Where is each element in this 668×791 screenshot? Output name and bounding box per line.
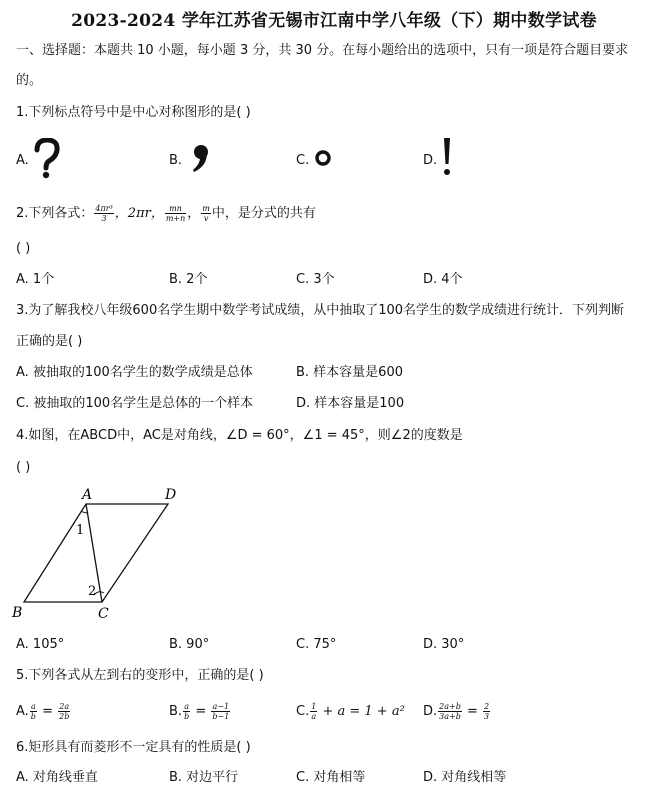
q4-option-a: A. 105° (16, 637, 65, 652)
q1-option-c-label: C. (296, 153, 310, 168)
section-heading-line2: 的。 (16, 73, 43, 88)
q2-stem-suffix: 中，是分式的共有 (211, 206, 316, 221)
q5-option-b: B. $\frac{a}{b}$ = $\frac{a-1}{b-1}$ (169, 702, 230, 721)
q2-sep-1: ，2πr， (114, 206, 164, 221)
q1-option-d-label: D. (423, 153, 438, 168)
q4-option-c: C. 75° (296, 637, 337, 652)
q1-option-a-label: A. (16, 153, 29, 168)
q3-stem-line1: 3.为了解我校八年级600名学生期中数学考试成绩，从中抽取了100名学生的数学成绩进行统计．下列判断 (16, 303, 625, 318)
q2-stem-prefix: 2.下列各式： (16, 206, 94, 221)
q6-option-d: D. 对角线相等 (423, 770, 507, 785)
q3-option-c: C. 被抽取的100名学生是总体的一个样本 (16, 396, 254, 411)
q5-option-d: D. $\frac{2a+b}{3a+b}$ = $\frac{2}{3}$ (423, 702, 490, 721)
q2-fraction-2: $\frac{mn}{m+n}$ (165, 204, 186, 223)
q5-option-a: A. $\frac{a}{b}$ = $\frac{2a}{2b}$ (16, 702, 70, 721)
q1-option-b-label: B. (169, 153, 183, 168)
page-title: 2023-2024 学年江苏省无锡市江南中学八年级（下）期中数学试卷 (71, 11, 597, 31)
angle-2-label: 2 (88, 584, 97, 599)
q6-stem: 6.矩形具有而菱形不一定具有的性质是( ) (16, 740, 251, 755)
q4-option-d: D. 30° (423, 637, 465, 652)
exclamation-symbol (440, 136, 454, 180)
q6-option-c: C. 对角相等 (296, 770, 366, 785)
q6-option-a: A. 对角线垂直 (16, 770, 98, 785)
q4-stem: 4.如图，在ABCD中，AC是对角线，∠D = 60°，∠1 = 45°，则∠2的度数是 (16, 428, 463, 443)
q4-answer-paren: ( ) (16, 460, 31, 475)
vertex-d-label: D (165, 487, 177, 503)
vertex-c-label: C (98, 606, 109, 622)
q2-option-d: D. 4个 (423, 272, 463, 287)
comma-symbol (186, 142, 212, 176)
q2-option-a: A. 1个 (16, 272, 55, 287)
q2-sep-2: ， (187, 206, 201, 221)
q2-fraction-1: $\frac{\text{4πr³}}{3}$ (95, 204, 113, 223)
q3-stem-line2: 正确的是( ) (16, 334, 83, 349)
q2-fraction-3: $\frac{m}{v}$ (202, 204, 210, 223)
question-mark-symbol (32, 138, 62, 180)
section-heading-line1: 一、选择题：本题共 10 小题，每小题 3 分，共 30 分。在每小题给出的选项中，只有一项是符合题目要求 (16, 43, 629, 58)
q2-stem (16, 202, 316, 226)
q3-option-b: B. 样本容量是600 (296, 365, 403, 380)
q6-option-b: B. 对边平行 (169, 770, 239, 785)
q3-option-d: D. 样本容量是100 (296, 396, 405, 411)
q2-option-b: B. 2个 (169, 272, 208, 287)
period-circle-symbol (312, 148, 334, 168)
q2-answer-paren: ( ) (16, 241, 31, 256)
angle-1-label: 1 (76, 523, 85, 538)
vertex-a-label: A (82, 487, 93, 503)
q5-stem: 5.下列各式从左到右的变形中，正确的是( ) (16, 668, 264, 683)
q1-stem: 1.下列标点符号中是中心对称图形的是( ) (16, 105, 251, 120)
q3-option-a: A. 被抽取的100名学生的数学成绩是总体 (16, 365, 253, 380)
q5-option-c: C. $\frac{1}{a}$ + a = 1 + a² (296, 702, 405, 721)
parallelogram-figure (10, 482, 180, 622)
q2-option-c: C. 3个 (296, 272, 335, 287)
q4-option-b: B. 90° (169, 637, 210, 652)
vertex-b-label: B (12, 605, 23, 621)
